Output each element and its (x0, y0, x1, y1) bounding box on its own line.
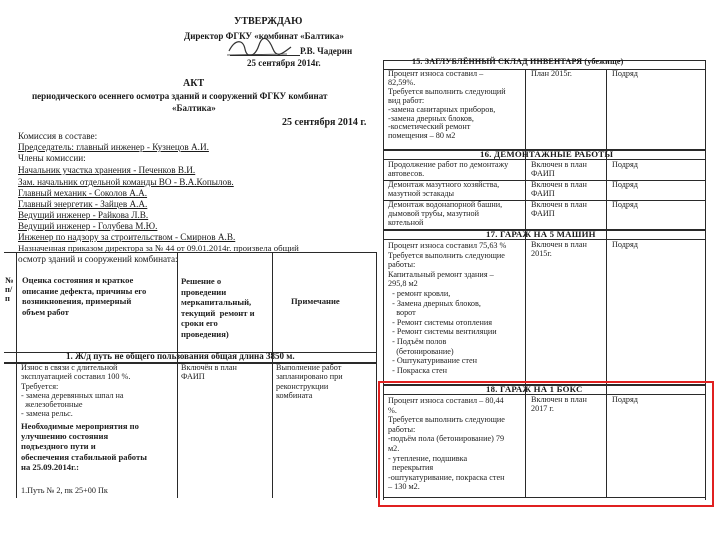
act-title: АКТ (183, 78, 205, 89)
section-row-decision: Включен в план 2017 г. (531, 395, 587, 413)
section-row-text: Процент износа составил – 80,44 %. Требуется выполнить следующие работы: -подъём пола (бетонирование) 79 м2. - утепление, подшивка перекрытия -оштукатуривание, покраска стен – 130 м2. (388, 396, 505, 492)
row-assessment-tail: 1.Путь № 2, пк 25+00 Пк (21, 486, 108, 495)
highlight-frame (378, 381, 714, 507)
row-assessment: Износ в связи с длительной эксплуатацией составил 100 %. Требуется: - замена деревянных шпал на железобетонные - замена рельс. (21, 363, 131, 419)
commission-member: Начальник участка хранения - Печенков В.И. (18, 165, 196, 175)
commission-order-2: осмотр зданий и сооружений комбината: (18, 254, 178, 264)
signature-line (230, 55, 300, 56)
section-title: 15. ЗАГЛУБЛЁННЫЙ СКЛАД ИНВЕНТАРЯ (убежище) (412, 57, 624, 66)
section-row-decision: Включен в план 2015г. (531, 240, 587, 258)
commission-member: Инженер по надзору за строительством - Смирнов А.В. (18, 232, 236, 242)
commission-order: Назначенная приказом директора за № 44 от 09.01.2014г. произвела общий (18, 243, 299, 253)
commission-member: Ведущий инженер - Голубева М.Ю. (18, 221, 158, 231)
section-row-text: Демонтаж мазутного хозяйства, мазутной эстакады (388, 180, 500, 198)
approval-line: Директор ФГКУ «комбинат «Балтика» (184, 31, 344, 41)
section-row-note: Подряд (612, 69, 638, 78)
commission-member: Ведущий инженер - Райкова Л.В. (18, 210, 149, 220)
section-row-text: Процент износа составил 75,63 % Требуется выполнить следующие работы: Капитальный ремонт здания – 295,8 м2 - ремонт кровли, - Замена дверных блоков, ворот - Ремонт системы отопления - Ремонт системы вентиляции - Подъём полов (бетонирование) - Оштукатуривание стен - Покраска стен (388, 241, 507, 375)
row-note: Выполнение работ запланировано при реконструкции комбината (276, 363, 343, 400)
left-header-assessment: Оценка состояния и краткое описание дефекта, причины его возникновения, примерный объем работ (22, 275, 147, 317)
row-assessment-measures: Необходимые мероприятия по улучшению состояния подъездного пути и обеспечения стабильной работы на 25.09.2014г.: (21, 421, 147, 472)
section-row-note: Подряд (612, 240, 638, 249)
commission-intro: Комиссия в составе: (18, 131, 98, 141)
act-subtitle: периодического осеннего осмотра зданий и сооружений ФГКУ комбинат (32, 91, 328, 101)
left-header-num: № п/ п (5, 275, 14, 303)
section-row-text: Продолжение работ по демонтажу автовесов. (388, 160, 509, 178)
section-row-decision: Включен в план ФАИП (531, 180, 587, 198)
section-row-note: Подряд (612, 395, 638, 404)
left-header-note: Примечание (291, 296, 340, 306)
left-section-title: 1. Ж/д путь не общего пользования общая длина 3850 м. (66, 351, 295, 361)
section-row-text: Процент износа составил – 82,59%. Требуется выполнить следующий вид работ: -замена санитарных приборов, -замена дверных блоков, -косметический ремонт помещения – 80 м2 (388, 69, 506, 141)
act-date: 25 сентября 2014 г. (282, 117, 367, 128)
approval-signer: Р.В. Чадерин (300, 46, 353, 56)
section-row-note: Подряд (612, 160, 638, 169)
right-page (380, 0, 720, 540)
section-row-decision: Включен в план ФАИП (531, 160, 587, 178)
commission-members-label: Члены комиссии: (18, 153, 86, 163)
section-row-decision: Включен в план ФАИП (531, 200, 587, 218)
approval-date: 25 сентября 2014г. (247, 58, 321, 68)
approval-title: УТВЕРЖДАЮ (234, 16, 303, 27)
commission-member: Главный механик - Соколов А.А. (18, 188, 148, 198)
section-title: 16. ДЕМОНТАЖНЫЕ РАБОТЫ (480, 149, 614, 159)
section-title: 18. ГАРАЖ НА 1 БОКС (486, 384, 583, 394)
commission-member: Главный энергетик - Зайцев А.А. (18, 199, 148, 209)
section-row-note: Подряд (612, 180, 638, 189)
row-decision: Включён в план ФАИП (181, 363, 237, 382)
section-row-note: Подряд (612, 200, 638, 209)
commission-chair: Председатель: главный инженер - Кузнецов А.И. (18, 142, 209, 152)
section-row-decision: План 2015г. (531, 69, 572, 78)
commission-member: Зам. начальник отдельной команды ВО - В.А.Копылов. (18, 177, 234, 187)
section-title: 17. ГАРАЖ НА 5 МАШИН (486, 229, 596, 239)
act-subtitle-2: «Балтика» (172, 103, 216, 113)
section-row-text: Демонтаж водонапорной башни, дымовой трубы, мазутной котельной (388, 200, 503, 227)
left-header-decision: Решение о проведении меркапитальный, текущий ремонт и сроки его проведения) (181, 276, 255, 339)
